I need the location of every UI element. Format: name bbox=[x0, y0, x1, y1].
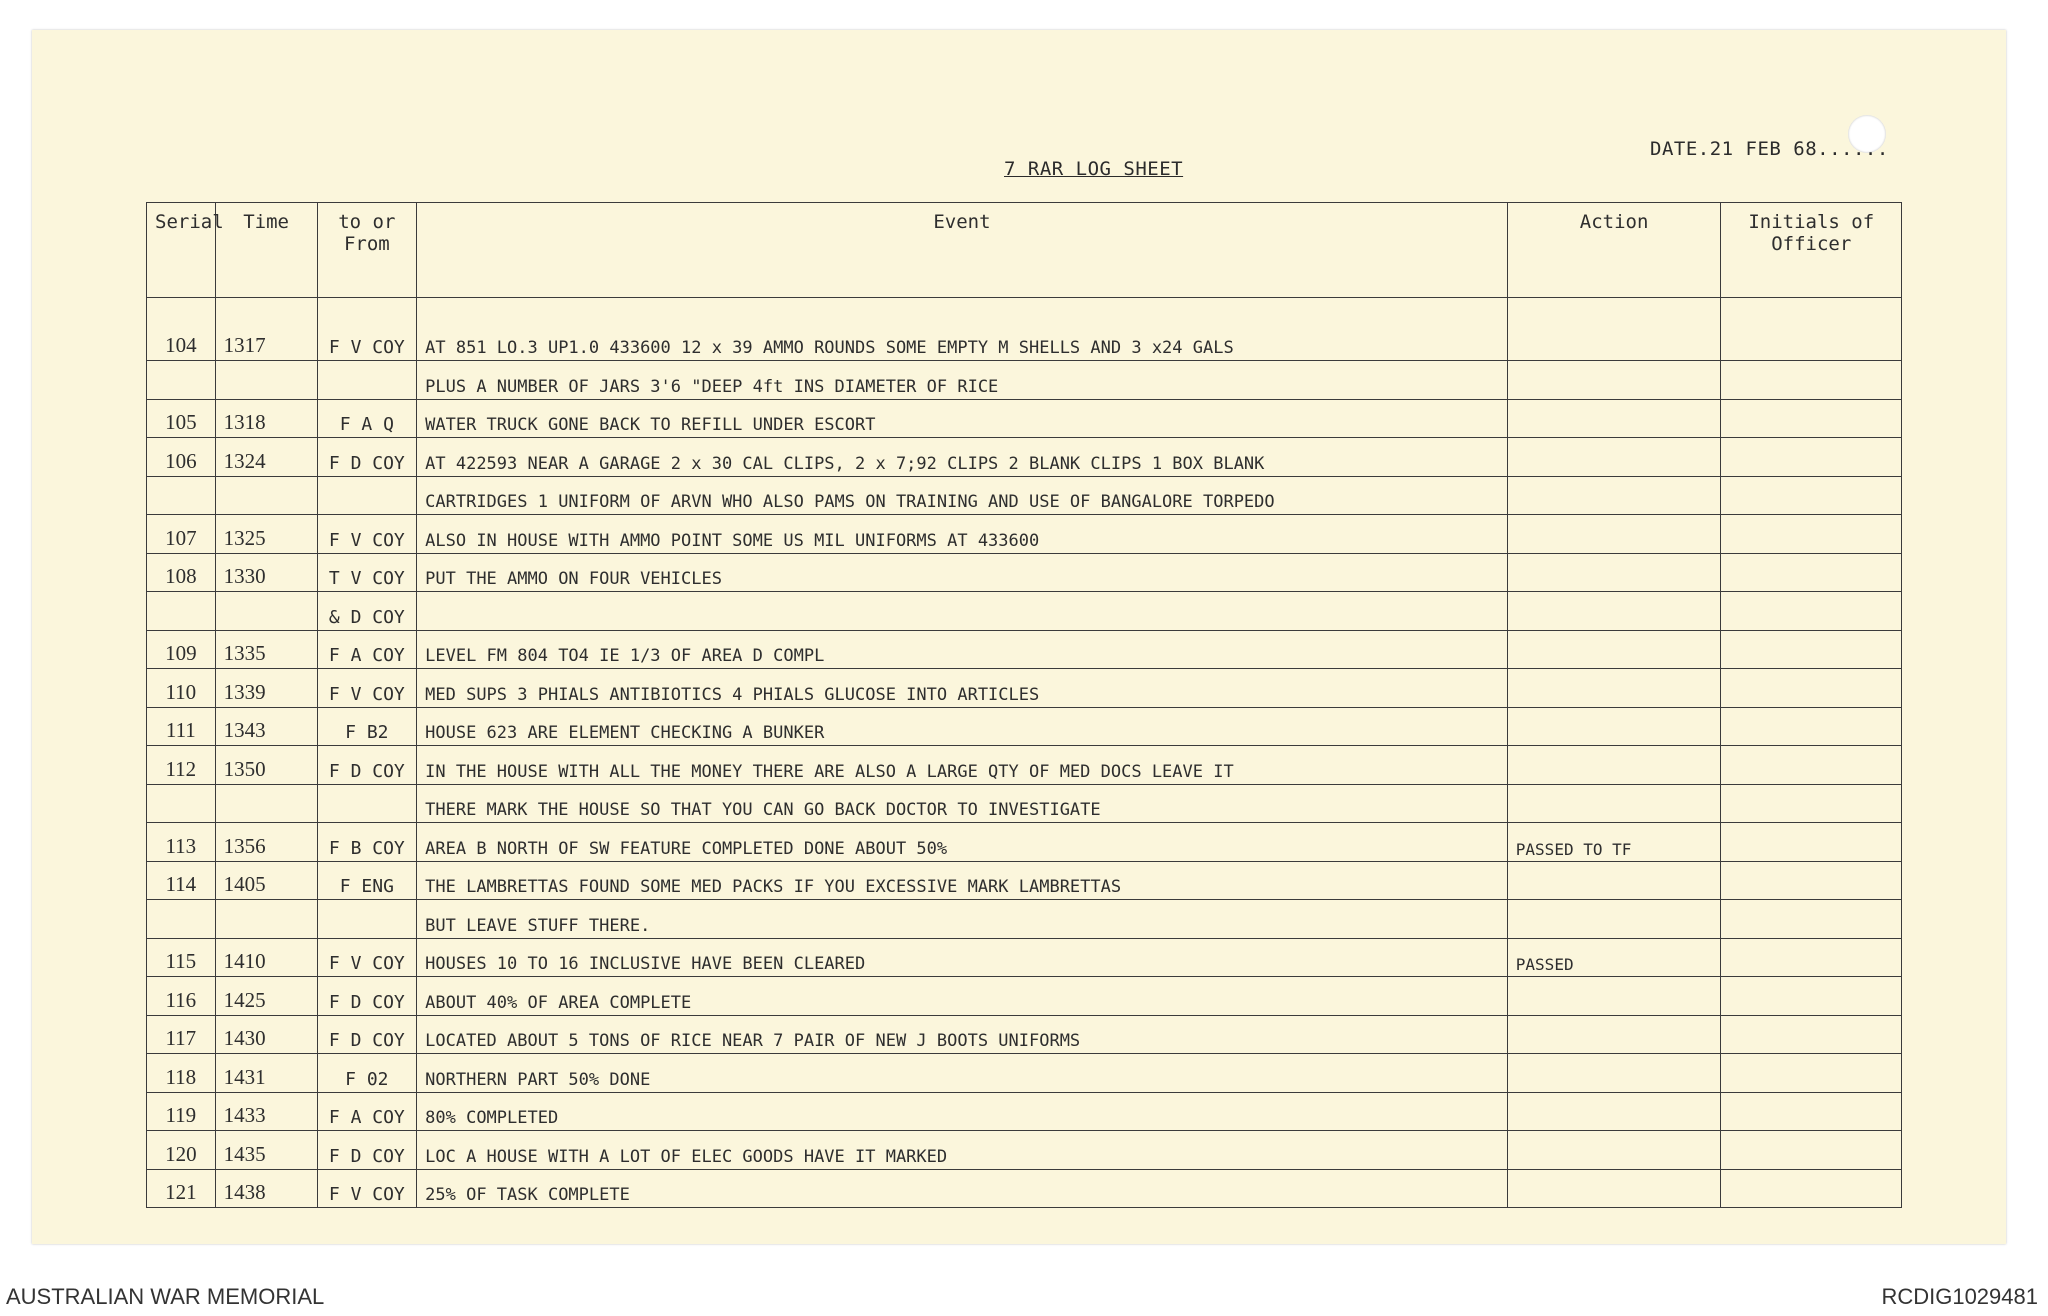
time-cell: 1405 bbox=[215, 861, 317, 900]
event-cell: AT 422593 NEAR A GARAGE 2 x 30 CAL CLIPS, 2 x 7;92 CLIPS 2 BLANK CLIPS 1 BOX BLANK bbox=[417, 438, 1508, 477]
to-from-cell: F V COY bbox=[317, 1169, 417, 1208]
initials-cell bbox=[1721, 476, 1902, 515]
serial-cell: 108 bbox=[147, 553, 216, 592]
event-header: Event bbox=[417, 203, 1508, 298]
event-cell: LEVEL FM 804 TO4 IE 1/3 OF AREA D COMPL bbox=[417, 630, 1508, 669]
time-cell bbox=[215, 361, 317, 400]
footer-source: AUSTRALIAN WAR MEMORIAL bbox=[6, 1284, 325, 1309]
action-cell bbox=[1507, 977, 1721, 1016]
action-cell bbox=[1507, 515, 1721, 554]
action-cell bbox=[1507, 399, 1721, 438]
initials-cell bbox=[1721, 438, 1902, 477]
event-cell: ALSO IN HOUSE WITH AMMO POINT SOME US MIL UNIFORMS AT 433600 bbox=[417, 515, 1508, 554]
serial-header: Serial bbox=[147, 203, 216, 298]
serial-cell: 117 bbox=[147, 1015, 216, 1054]
action-cell: PASSED bbox=[1507, 938, 1721, 977]
event-cell: NORTHERN PART 50% DONE bbox=[417, 1054, 1508, 1093]
time-cell: 1431 bbox=[215, 1054, 317, 1093]
initials-cell bbox=[1721, 900, 1902, 939]
log-row bbox=[147, 592, 1902, 631]
action-cell bbox=[1507, 592, 1721, 631]
action-header: Action bbox=[1507, 203, 1721, 298]
initials-cell bbox=[1721, 515, 1902, 554]
log-row bbox=[147, 669, 1902, 708]
time-cell: 1425 bbox=[215, 977, 317, 1016]
to-from-cell: F B COY bbox=[317, 823, 417, 862]
serial-cell: 119 bbox=[147, 1092, 216, 1131]
log-row bbox=[147, 630, 1902, 669]
serial-cell bbox=[147, 900, 216, 939]
time-cell: 1430 bbox=[215, 1015, 317, 1054]
to-from-cell: F B2 bbox=[317, 707, 417, 746]
serial-cell: 121 bbox=[147, 1169, 216, 1208]
to-from-cell: F A COY bbox=[317, 1092, 417, 1131]
serial-cell: 112 bbox=[147, 746, 216, 785]
event-cell: AT 851 LO.3 UP1.0 433600 12 x 39 AMMO ROUNDS SOME EMPTY M SHELLS AND 3 x24 GALS bbox=[417, 298, 1508, 361]
to-from-cell: F V COY bbox=[317, 669, 417, 708]
time-cell: 1325 bbox=[215, 515, 317, 554]
log-row bbox=[147, 1015, 1902, 1054]
to-from-cell: T V COY bbox=[317, 553, 417, 592]
serial-cell bbox=[147, 784, 216, 823]
time-cell bbox=[215, 784, 317, 823]
serial-cell: 111 bbox=[147, 707, 216, 746]
action-cell bbox=[1507, 1131, 1721, 1170]
action-cell bbox=[1507, 476, 1721, 515]
log-row bbox=[147, 1169, 1902, 1208]
event-cell: 80% COMPLETED bbox=[417, 1092, 1508, 1131]
to-from-cell bbox=[317, 476, 417, 515]
log-row bbox=[147, 298, 1902, 361]
log-row bbox=[147, 861, 1902, 900]
event-cell: HOUSES 10 TO 16 INCLUSIVE HAVE BEEN CLEARED bbox=[417, 938, 1508, 977]
log-row bbox=[147, 1054, 1902, 1093]
log-table bbox=[146, 202, 1902, 1208]
time-header: Time bbox=[215, 203, 317, 298]
action-cell bbox=[1507, 1092, 1721, 1131]
log-row bbox=[147, 746, 1902, 785]
initials-cell bbox=[1721, 298, 1902, 361]
event-cell bbox=[417, 592, 1508, 631]
action-cell bbox=[1507, 669, 1721, 708]
serial-cell: 110 bbox=[147, 669, 216, 708]
to-from-cell: F D COY bbox=[317, 438, 417, 477]
log-row bbox=[147, 438, 1902, 477]
log-row bbox=[147, 823, 1902, 862]
time-cell: 1317 bbox=[215, 298, 317, 361]
event-cell: THE LAMBRETTAS FOUND SOME MED PACKS IF YOU EXCESSIVE MARK LAMBRETTAS bbox=[417, 861, 1508, 900]
log-row bbox=[147, 476, 1902, 515]
action-cell bbox=[1507, 1169, 1721, 1208]
log-row bbox=[147, 361, 1902, 400]
to-from-cell: F V COY bbox=[317, 515, 417, 554]
initials-cell bbox=[1721, 1169, 1902, 1208]
time-cell: 1318 bbox=[215, 399, 317, 438]
log-row bbox=[147, 399, 1902, 438]
event-cell: BUT LEAVE STUFF THERE. bbox=[417, 900, 1508, 939]
action-cell bbox=[1507, 438, 1721, 477]
time-cell: 1339 bbox=[215, 669, 317, 708]
to-from-cell: F V COY bbox=[317, 298, 417, 361]
serial-cell bbox=[147, 361, 216, 400]
log-row bbox=[147, 1092, 1902, 1131]
serial-cell: 106 bbox=[147, 438, 216, 477]
initials-header: Initials of Officer bbox=[1721, 203, 1902, 298]
action-cell bbox=[1507, 1015, 1721, 1054]
action-cell bbox=[1507, 861, 1721, 900]
sheet-title: 7 RAR LOG SHEET bbox=[1004, 158, 1184, 180]
to-from-cell bbox=[317, 361, 417, 400]
serial-cell bbox=[147, 476, 216, 515]
to-from-cell bbox=[317, 900, 417, 939]
sheet-date bbox=[1650, 138, 1889, 160]
time-cell: 1343 bbox=[215, 707, 317, 746]
action-cell bbox=[1507, 553, 1721, 592]
serial-cell: 118 bbox=[147, 1054, 216, 1093]
log-row bbox=[147, 515, 1902, 554]
event-cell: CARTRIDGES 1 UNIFORM OF ARVN WHO ALSO PAMS ON TRAINING AND USE OF BANGALORE TORPEDO bbox=[417, 476, 1508, 515]
event-cell: THERE MARK THE HOUSE SO THAT YOU CAN GO BACK DOCTOR TO INVESTIGATE bbox=[417, 784, 1508, 823]
serial-cell: 115 bbox=[147, 938, 216, 977]
initials-cell bbox=[1721, 977, 1902, 1016]
action-cell bbox=[1507, 298, 1721, 361]
event-cell: HOUSE 623 ARE ELEMENT CHECKING A BUNKER bbox=[417, 707, 1508, 746]
serial-cell: 114 bbox=[147, 861, 216, 900]
event-cell: LOC A HOUSE WITH A LOT OF ELEC GOODS HAVE IT MARKED bbox=[417, 1131, 1508, 1170]
to-from-cell: F V COY bbox=[317, 938, 417, 977]
action-cell bbox=[1507, 746, 1721, 785]
time-cell: 1438 bbox=[215, 1169, 317, 1208]
footer-id: RCDIG1029481 bbox=[1881, 1284, 2038, 1309]
to-from-cell: F D COY bbox=[317, 1015, 417, 1054]
initials-cell bbox=[1721, 630, 1902, 669]
event-cell: PLUS A NUMBER OF JARS 3'6 "DEEP 4ft INS DIAMETER OF RICE bbox=[417, 361, 1508, 400]
event-cell: ABOUT 40% OF AREA COMPLETE bbox=[417, 977, 1508, 1016]
event-cell: PUT THE AMMO ON FOUR VEHICLES bbox=[417, 553, 1508, 592]
serial-cell: 116 bbox=[147, 977, 216, 1016]
log-row bbox=[147, 707, 1902, 746]
to-from-cell: F ENG bbox=[317, 861, 417, 900]
serial-cell: 105 bbox=[147, 399, 216, 438]
event-cell: IN THE HOUSE WITH ALL THE MONEY THERE ARE ALSO A LARGE QTY OF MED DOCS LEAVE IT bbox=[417, 746, 1508, 785]
time-cell bbox=[215, 476, 317, 515]
action-cell: PASSED TO TF bbox=[1507, 823, 1721, 862]
time-cell: 1410 bbox=[215, 938, 317, 977]
serial-cell: 120 bbox=[147, 1131, 216, 1170]
event-cell: 25% OF TASK COMPLETE bbox=[417, 1169, 1508, 1208]
time-cell: 1350 bbox=[215, 746, 317, 785]
date-dots: ...... bbox=[1817, 138, 1889, 160]
time-cell: 1335 bbox=[215, 630, 317, 669]
event-cell: LOCATED ABOUT 5 TONS OF RICE NEAR 7 PAIR OF NEW J BOOTS UNIFORMS bbox=[417, 1015, 1508, 1054]
initials-cell bbox=[1721, 1015, 1902, 1054]
initials-cell bbox=[1721, 746, 1902, 785]
time-cell bbox=[215, 900, 317, 939]
action-cell bbox=[1507, 707, 1721, 746]
action-cell bbox=[1507, 900, 1721, 939]
initials-cell bbox=[1721, 823, 1902, 862]
initials-cell bbox=[1721, 361, 1902, 400]
action-cell bbox=[1507, 630, 1721, 669]
time-cell bbox=[215, 592, 317, 631]
time-cell: 1435 bbox=[215, 1131, 317, 1170]
date-label: DATE. bbox=[1650, 138, 1710, 160]
to-from-header: to or From bbox=[317, 203, 417, 298]
time-cell: 1324 bbox=[215, 438, 317, 477]
serial-cell: 109 bbox=[147, 630, 216, 669]
initials-cell bbox=[1721, 1092, 1902, 1131]
header-row bbox=[147, 203, 1902, 298]
to-from-cell: & D COY bbox=[317, 592, 417, 631]
initials-cell bbox=[1721, 669, 1902, 708]
to-from-cell: F A COY bbox=[317, 630, 417, 669]
event-cell: WATER TRUCK GONE BACK TO REFILL UNDER ESCORT bbox=[417, 399, 1508, 438]
to-from-cell: F D COY bbox=[317, 977, 417, 1016]
time-cell: 1330 bbox=[215, 553, 317, 592]
log-row bbox=[147, 977, 1902, 1016]
date-value: 21 FEB 68 bbox=[1709, 138, 1818, 160]
event-cell: AREA B NORTH OF SW FEATURE COMPLETED DONE ABOUT 50% bbox=[417, 823, 1508, 862]
initials-cell bbox=[1721, 784, 1902, 823]
initials-cell bbox=[1721, 861, 1902, 900]
action-cell bbox=[1507, 361, 1721, 400]
action-cell bbox=[1507, 1054, 1721, 1093]
time-cell: 1356 bbox=[215, 823, 317, 862]
initials-cell bbox=[1721, 399, 1902, 438]
log-row bbox=[147, 1131, 1902, 1170]
log-row bbox=[147, 900, 1902, 939]
initials-cell bbox=[1721, 1054, 1902, 1093]
log-row bbox=[147, 784, 1902, 823]
to-from-cell bbox=[317, 784, 417, 823]
serial-cell: 113 bbox=[147, 823, 216, 862]
time-cell: 1433 bbox=[215, 1092, 317, 1131]
to-from-cell: F D COY bbox=[317, 1131, 417, 1170]
initials-cell bbox=[1721, 1131, 1902, 1170]
serial-cell: 104 bbox=[147, 298, 216, 361]
to-from-cell: F 02 bbox=[317, 1054, 417, 1093]
event-cell: MED SUPS 3 PHIALS ANTIBIOTICS 4 PHIALS GLUCOSE INTO ARTICLES bbox=[417, 669, 1508, 708]
serial-cell bbox=[147, 592, 216, 631]
initials-cell bbox=[1721, 707, 1902, 746]
log-row bbox=[147, 553, 1902, 592]
serial-cell: 107 bbox=[147, 515, 216, 554]
log-body bbox=[147, 298, 1902, 1208]
initials-cell bbox=[1721, 553, 1902, 592]
to-from-cell: F D COY bbox=[317, 746, 417, 785]
log-row bbox=[147, 938, 1902, 977]
to-from-cell: F A Q bbox=[317, 399, 417, 438]
initials-cell bbox=[1721, 938, 1902, 977]
action-cell bbox=[1507, 784, 1721, 823]
initials-cell bbox=[1721, 592, 1902, 631]
